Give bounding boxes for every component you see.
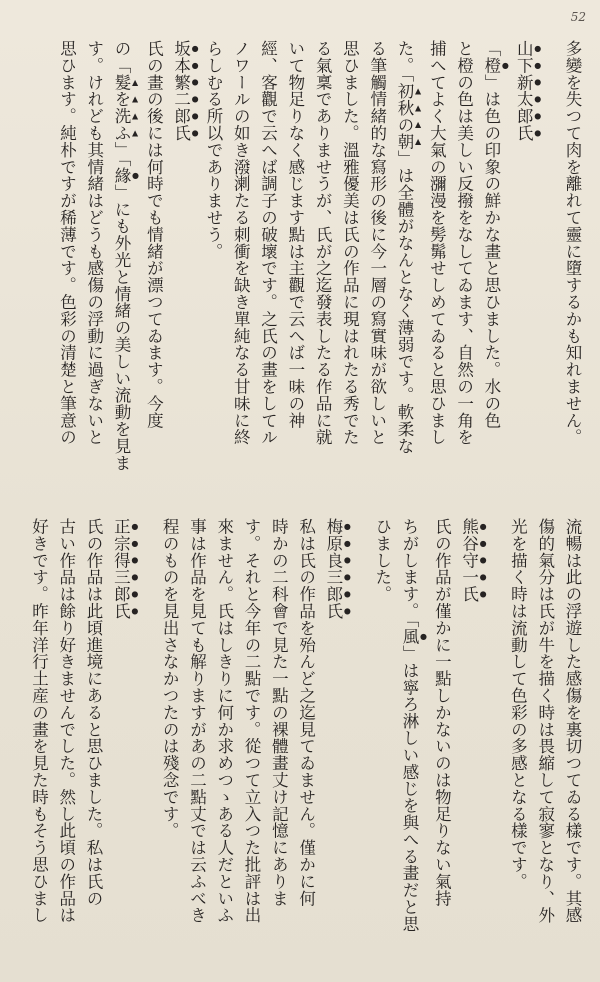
text-column: 「橙」は色の印象の鮮かな畫と思ひました。水の色 (481, 40, 501, 429)
text-column: と橙の色は美しい反撥をなしてゐます、自然の一角を (454, 40, 474, 446)
text-column: 氏の作品が僅かに一點しかないのは物足りない氣持 (432, 518, 452, 907)
text-column: ちがします。「風」は寧ろ淋しい感じを與へる畫だと思 (400, 518, 420, 933)
text-column: す。けれども其情緒はどうも感傷の浮動に過ぎないと (84, 40, 104, 446)
text-column: 好きです。昨年洋行土産の畫を見た時もそう思ひまし (29, 518, 49, 924)
text-column: 來ません。氏はしきりに何か求めつゝある人だといふ (214, 518, 234, 924)
text-column: らしむる所以でありませう。 (203, 40, 223, 260)
page-number: 52 (570, 10, 586, 24)
text-column: 流暢は此の浮遊した感傷を裏切つてゐる樣です。其感 (563, 518, 582, 924)
text-column: 事は作品を見ても解りますがあの二點丈では云ふべき (187, 518, 207, 924)
text-column: る氣稟でありませうが、氏が之迄發表したる作品に就 (313, 40, 333, 446)
text-column: 古い作品は餘り好きませんでした。然し此頃の作品は (56, 518, 76, 924)
text-column: 思ひました。溫雅優美は氏の作品に現はれたる秀でた (340, 40, 360, 446)
text-column: ひました。 (372, 518, 392, 603)
artist-name-heading (167, 40, 199, 482)
artwork-title: 初秋の朝 (395, 82, 415, 151)
artist-name-heading (107, 518, 139, 973)
lower-text-block (14, 518, 586, 973)
text-column: 氏の畫の後には何時でも情緒が漂つてゐます。今度 (144, 40, 164, 429)
artist-name: 坂本繁二郎氏 (171, 40, 191, 142)
artwork-title: 橙 (481, 56, 501, 74)
text-column: いて物足りなく感じます點は主觀で云へば一味の神 (285, 40, 305, 429)
text-column: 經、客觀で云へば調子の破壞です。之氏の畫をしてル (258, 40, 278, 446)
text-column: 思ひます。純朴ですが稀薄です。色彩の清楚と筆意の (57, 40, 77, 446)
text-column: の「髮を洗ふ」「緣」にも外光と情緒の美しい流動を見ま (112, 40, 132, 472)
artwork-title: 風 (400, 628, 420, 645)
upper-text-block (14, 40, 586, 482)
text-column: ノワールの如き潑溂たる刺衝を缺き單純なる甘味に終 (231, 40, 251, 446)
text-column: 程のものを見出さなかつたのは殘念です。 (160, 518, 180, 840)
text-column: 捕へてよく大氣の瀰漫を髣髴せしめてゐると思ひまし (427, 40, 447, 446)
text-column: 私は氏の作品を殆んど之迄見てゐません。僅かに何 (296, 518, 316, 907)
artist-name: 梅原良三郎氏 (323, 518, 343, 620)
artist-name-heading (455, 518, 487, 973)
text-column: す。それと今年の二點です。從つて立入つた批評は出 (242, 518, 262, 924)
artist-name: 山下新太郎氏 (514, 40, 534, 142)
artist-name-heading (510, 40, 542, 482)
text-column: 多變を失つて肉を離れて靈に墮するかも知れません。 (563, 40, 582, 446)
text-column: 光を描く時は流動して色彩の多感となる樣です。 (508, 518, 528, 890)
text-column: た。「初秋の朝」は全體がなんとなく薄弱です。軟柔な (395, 40, 415, 455)
text-column: る筆觸情緒的な寫形の後に今一層の寫實味が欲しいと (367, 40, 387, 446)
artist-name: 正宗得三郎氏 (111, 518, 131, 620)
artist-name-heading (320, 518, 352, 973)
text-column: 傷的氣分は氏が牛を描く時は畏縮して寂寥となり、外 (535, 518, 555, 924)
text-column: 時かの二科會で見た一點の裸體畫丈け記憶にありま (269, 518, 289, 907)
artist-name: 熊谷守一氏 (459, 518, 479, 603)
text-column: 氏の作品は此頃進境にあると思ひました。私は氏の (84, 518, 104, 907)
artwork-title: 髮を洗ふ (112, 73, 132, 142)
artwork-title: 緣 (112, 166, 132, 184)
